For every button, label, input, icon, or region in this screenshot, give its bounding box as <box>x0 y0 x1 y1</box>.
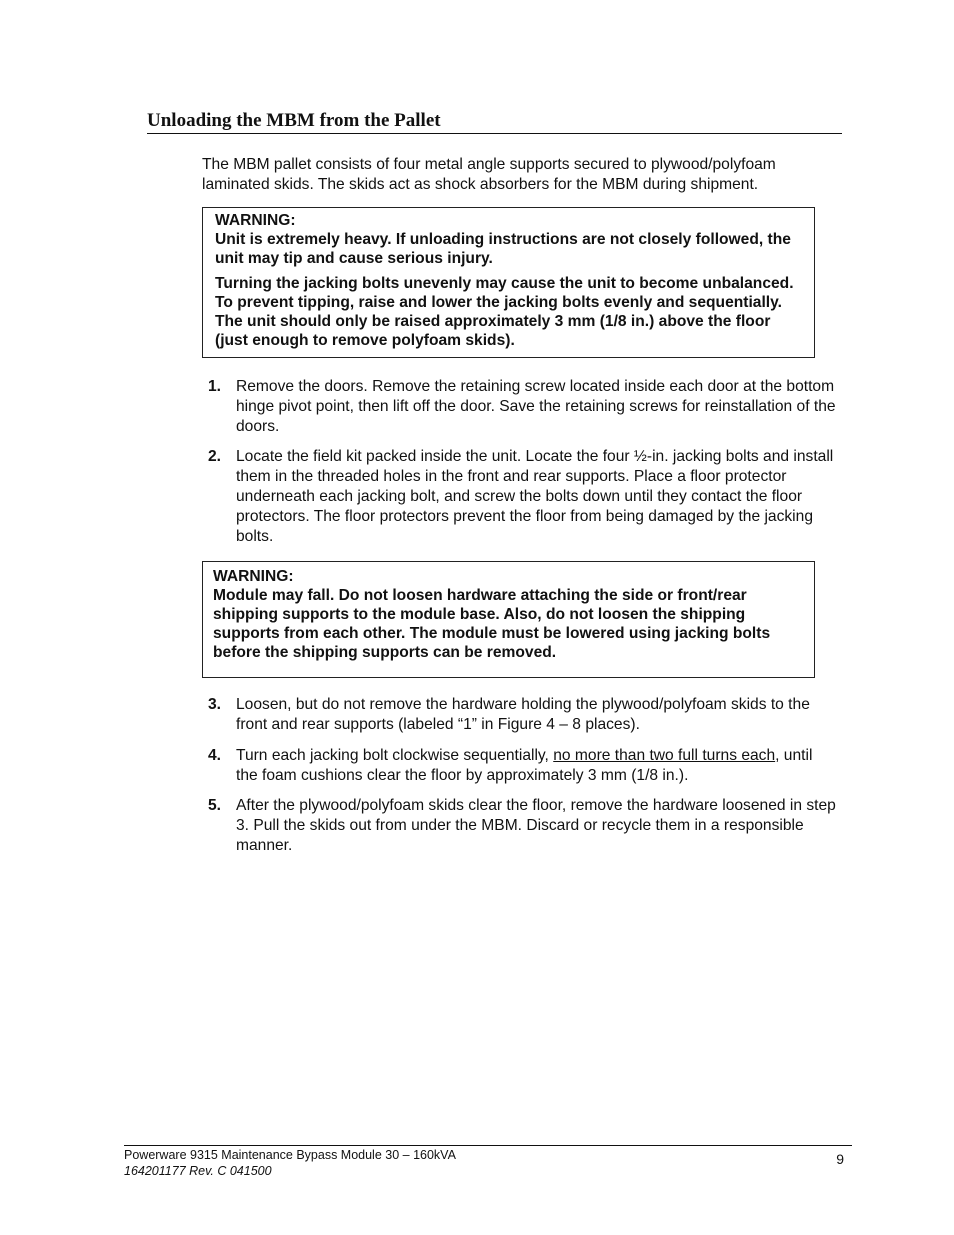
step-number: 1. <box>208 378 222 395</box>
page-number: 9 <box>836 1151 844 1167</box>
step-text: Locate the field kit packed inside the unit. Locate the four ½-in. jacking bolts and install them in the threaded holes in the front and rear supports. Place a floor protector underneath each jacking bolt, and screw the bolts down until they contact the floor protectors. The floor protectors prevent the floor from being damaged by the jacking bolts. <box>236 448 834 545</box>
step-item <box>208 695 838 735</box>
step-item <box>208 447 838 547</box>
step-item <box>208 796 838 856</box>
warning-text: Unit is extremely heavy. If unloading instructions are not closely followed, the unit may tip and cause serious injury. <box>215 231 791 267</box>
section-title: Unloading the MBM from the Pallet <box>147 109 842 134</box>
step-number: 4. <box>208 747 222 764</box>
intro-paragraph: The MBM pallet consists of four metal angle supports secured to plywood/polyfoam laminated skids. The skids act as shock absorbers for the MBM during shipment. <box>202 156 776 193</box>
step-item <box>208 746 838 786</box>
step-number: 3. <box>208 696 222 713</box>
step-item <box>208 377 838 437</box>
step-number: 5. <box>208 797 222 814</box>
footer-title: Powerware 9315 Maintenance Bypass Module 30 – 160kVA <box>124 1148 456 1162</box>
step-number: 2. <box>208 448 222 465</box>
footer-doc-number: 164201177 Rev. C 041500 <box>124 1164 272 1178</box>
warning-text: Turning the jacking bolts unevenly may cause the unit to become unbalanced. To prevent tipping, raise and lower the jacking bolts evenly and sequentially. The unit should only be raised approximately 3 mm (1/8 in.) above the floor (just enough to remove polyfoam skids). <box>215 275 794 349</box>
warning-box-module-fall <box>202 561 815 678</box>
warning-heading: WARNING: <box>215 212 296 229</box>
warning-heading: WARNING: <box>213 568 294 585</box>
underlined-caution: no more than two full turns each <box>553 747 776 764</box>
step-text-part: , until the foam cushions clear the floor by approximately 3 mm (1/8 in.). <box>236 747 813 784</box>
warning-text: Module may fall. Do not loosen hardware attaching the side or front/rear shipping supports to the module base. Also, do not loosen the shipping supports from each other. The module must be lowered using jacking bolts before the shipping supports can be removed. <box>213 587 771 661</box>
step-text <box>236 746 838 786</box>
step-text-part: Turn each jacking bolt clockwise sequentially, <box>236 747 554 764</box>
step-text: After the plywood/polyfoam skids clear the floor, remove the hardware loosened in step 3. Pull the skids out from under the MBM. Discard or recycle them in a responsible manner. <box>236 797 836 854</box>
step-text: Loosen, but do not remove the hardware holding the plywood/polyfoam skids to the front and rear supports (labeled “1” in Figure 4 – 8 places). <box>236 696 810 733</box>
page-footer <box>124 1145 852 1179</box>
step-text: Remove the doors. Remove the retaining screw located inside each door at the bottom hinge pivot point, then lift off the door. Save the retaining screws for reinstallation of the doors. <box>236 378 836 435</box>
warning-box-heavy-unit <box>202 207 815 358</box>
